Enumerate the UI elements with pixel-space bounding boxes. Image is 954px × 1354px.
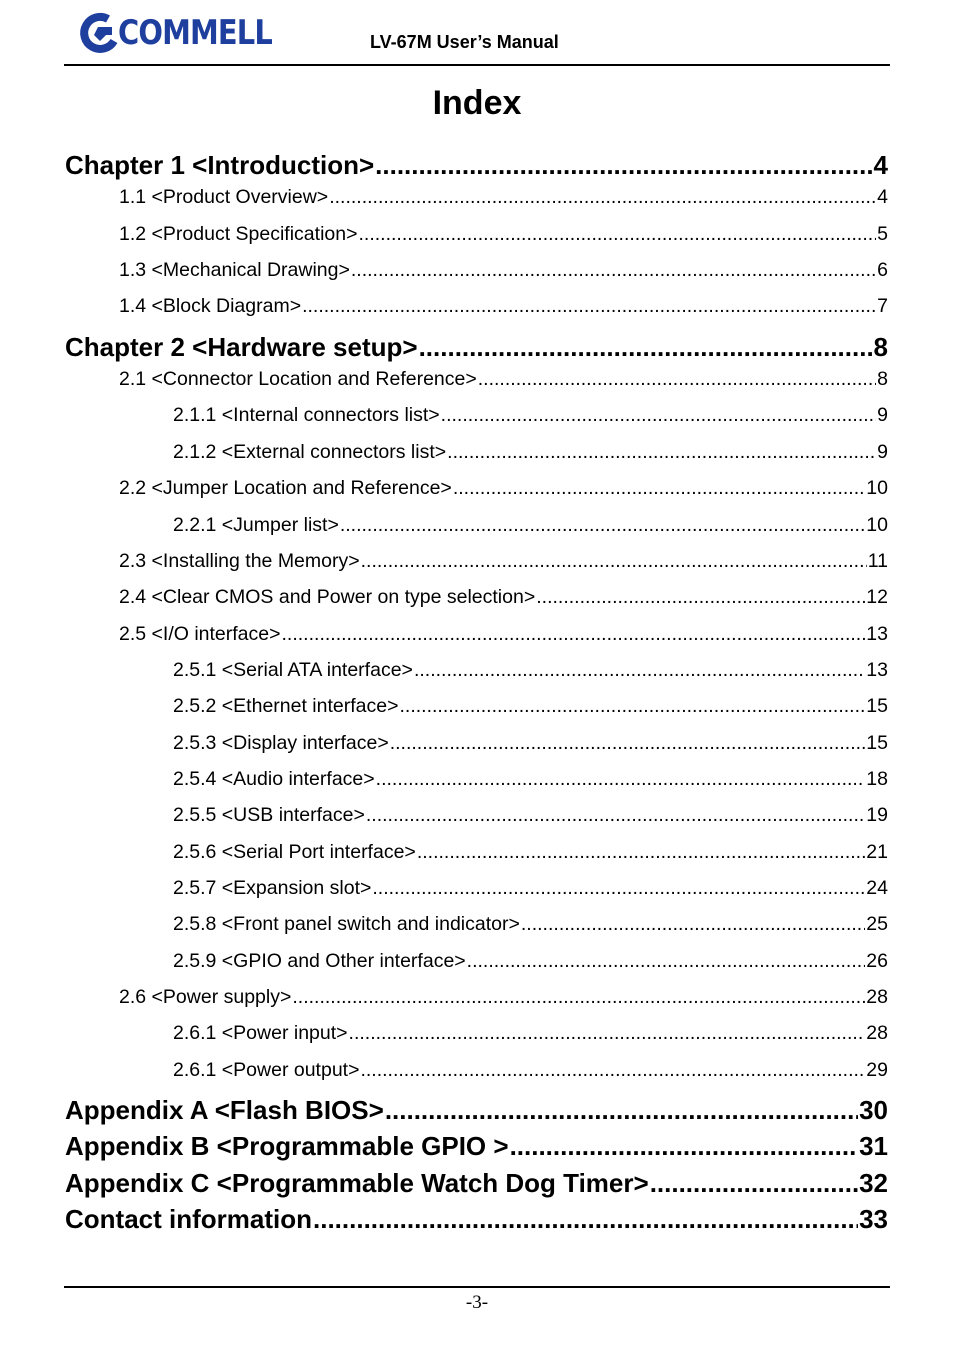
toc-entry-title: 2.1 <Connector Location and Reference> <box>119 368 477 391</box>
toc-entry[interactable] <box>173 514 888 537</box>
manual-title: LV-67M User’s Manual <box>370 32 559 52</box>
toc-entry-title: Contact information <box>65 1204 312 1235</box>
toc-entry[interactable] <box>119 368 888 391</box>
toc-entry[interactable] <box>173 913 888 936</box>
toc-entry[interactable] <box>173 877 888 900</box>
toc-dot-leader <box>360 1059 865 1082</box>
toc-entry-page: 10 <box>866 513 888 536</box>
toc-entry[interactable] <box>119 477 888 500</box>
toc-entry-page: 10 <box>866 477 888 500</box>
toc-entry-page: 6 <box>877 259 888 282</box>
toc-entry-title: Chapter 2 <Hardware setup> <box>65 331 418 362</box>
toc-dot-leader <box>359 223 877 246</box>
toc-dot-leader <box>510 1131 859 1162</box>
toc-dot-leader <box>361 550 867 573</box>
toc-entry-page: 25 <box>866 913 888 936</box>
toc-dot-leader <box>340 514 865 537</box>
toc-entry[interactable] <box>119 623 888 646</box>
toc-dot-leader <box>419 332 873 363</box>
toc-entry-title: 2.5.7 <Expansion slot> <box>173 877 372 899</box>
footer-rule <box>64 1286 890 1288</box>
toc-entry-page: 4 <box>873 150 888 180</box>
toc-dot-leader <box>453 477 865 500</box>
toc-entry-page: 8 <box>873 331 888 362</box>
toc-entry[interactable] <box>173 1022 888 1045</box>
toc-entry-title: 1.4 <Block Diagram> <box>119 295 302 318</box>
toc-entry-title: Chapter 1 <Introduction> <box>65 150 375 180</box>
toc-entry-title: 1.1 <Product Overview> <box>119 186 329 209</box>
toc-entry[interactable] <box>119 259 888 282</box>
toc-entry[interactable] <box>65 1204 888 1235</box>
toc-entry-title: 1.3 <Mechanical Drawing> <box>119 259 350 282</box>
toc-dot-leader <box>536 586 865 609</box>
toc-dot-leader <box>351 259 876 282</box>
toc-entry-title: 1.2 <Product Specification> <box>119 222 358 245</box>
toc-entry-page: 19 <box>866 804 888 827</box>
toc-entry[interactable] <box>173 1059 888 1082</box>
toc-entry[interactable] <box>173 695 888 718</box>
toc-entry[interactable] <box>173 732 888 755</box>
toc-entry-page: 24 <box>866 877 888 899</box>
toc-entry[interactable] <box>173 404 888 427</box>
toc-entry-page: 9 <box>877 404 888 427</box>
toc-dot-leader <box>349 1022 866 1045</box>
toc-entry[interactable] <box>173 841 888 864</box>
toc-entry-title: Appendix B <Programmable GPIO > <box>65 1131 509 1162</box>
toc-dot-leader <box>441 404 876 427</box>
toc-entry-page: 32 <box>859 1167 888 1198</box>
toc-entry-page: 15 <box>866 731 888 754</box>
toc-entry[interactable] <box>173 950 888 973</box>
logo-text: COMMELL <box>118 13 272 53</box>
toc-entry-title: 2.5.1 <Serial ATA interface> <box>173 658 413 681</box>
toc-entry[interactable] <box>173 768 888 791</box>
toc-entry-page: 4 <box>877 186 888 209</box>
toc-dot-leader <box>375 150 872 181</box>
toc-entry-title: 2.5.2 <Ethernet interface> <box>173 695 399 718</box>
page-header <box>64 0 890 66</box>
toc-entry-title: Appendix A <Flash BIOS> <box>65 1095 384 1126</box>
toc-entry-title: 2.6.1 <Power input> <box>173 1022 348 1045</box>
toc-dot-leader <box>390 732 866 755</box>
toc-entry[interactable] <box>173 441 888 464</box>
toc-dot-leader <box>376 768 866 791</box>
toc-entry-page: 33 <box>859 1204 888 1235</box>
toc-entry-page: 21 <box>866 840 888 863</box>
toc-entry-title: 2.3 <Installing the Memory> <box>119 549 360 572</box>
toc-entry-title: 2.5.8 <Front panel switch and indicator> <box>173 913 520 936</box>
toc-entry-title: 2.5 <I/O interface> <box>119 622 281 645</box>
toc-entry-title: 2.4 <Clear CMOS and Power on type selection> <box>119 586 536 609</box>
toc-entry-page: 15 <box>866 695 888 718</box>
toc-dot-leader <box>329 186 876 209</box>
toc-dot-leader <box>414 659 865 682</box>
toc-dot-leader <box>282 623 866 646</box>
toc-dot-leader <box>521 913 865 936</box>
toc-entry-page: 26 <box>866 949 888 972</box>
toc-entry-page: 28 <box>866 1022 888 1045</box>
page-number: -3- <box>465 1292 489 1313</box>
toc-entry-page: 7 <box>877 295 888 318</box>
toc-entry-page: 13 <box>866 622 888 645</box>
toc-entry-title: 2.2.1 <Jumper list> <box>173 513 339 536</box>
toc-dot-leader <box>313 1204 858 1235</box>
toc-entry-page: 9 <box>877 440 888 463</box>
toc-dot-leader <box>385 1095 858 1126</box>
toc-dot-leader <box>650 1168 858 1199</box>
toc-dot-leader <box>400 695 866 718</box>
toc-entry-page: 8 <box>877 368 888 391</box>
toc-entry[interactable] <box>173 804 888 827</box>
toc-entry[interactable] <box>119 295 888 318</box>
toc-dot-leader <box>366 804 865 827</box>
toc-entry-title: 2.6 <Power supply> <box>119 986 292 1009</box>
toc-dot-leader <box>447 441 876 464</box>
toc-entry-title: Appendix C <Programmable Watch Dog Timer> <box>65 1167 649 1198</box>
toc-entry-title: 2.2 <Jumper Location and Reference> <box>119 477 452 500</box>
toc-entry-page: 13 <box>866 658 888 681</box>
toc-entry[interactable] <box>119 586 888 609</box>
toc-dot-leader <box>302 295 876 318</box>
toc-entry[interactable] <box>65 1131 888 1162</box>
toc-entry-page: 31 <box>859 1131 888 1162</box>
toc-dot-leader <box>467 950 866 973</box>
toc-entry-title: 2.5.3 <Display interface> <box>173 731 389 754</box>
commell-logo <box>78 4 308 62</box>
toc-entry-title: 2.1.2 <External connectors list> <box>173 440 447 463</box>
toc-entry[interactable] <box>119 223 888 246</box>
toc-entry-title: 2.5.5 <USB interface> <box>173 804 365 827</box>
toc-entry[interactable] <box>65 332 888 363</box>
toc-entry-title: 2.5.6 <Serial Port interface> <box>173 840 416 863</box>
toc-entry-page: 11 <box>867 549 888 572</box>
toc-entry-page: 30 <box>859 1095 888 1126</box>
toc-dot-leader <box>417 841 865 864</box>
toc-entry-title: 2.5.4 <Audio interface> <box>173 767 375 790</box>
page-title: Index <box>432 84 522 122</box>
toc-entry-title: 2.5.9 <GPIO and Other interface> <box>173 949 466 972</box>
header-rule <box>64 64 890 66</box>
toc-entry[interactable] <box>65 1095 888 1126</box>
toc-entry[interactable] <box>65 1168 888 1199</box>
toc-entry-title: 2.1.1 <Internal connectors list> <box>173 404 440 427</box>
toc-dot-leader <box>372 877 865 900</box>
toc-entry[interactable] <box>119 186 888 209</box>
toc-entry-page: 29 <box>866 1058 888 1081</box>
toc-entry-title: 2.6.1 <Power output> <box>173 1058 360 1081</box>
toc-entry[interactable] <box>119 986 888 1009</box>
toc-entry[interactable] <box>173 659 888 682</box>
toc-entry-page: 5 <box>877 222 888 245</box>
toc-entry-page: 18 <box>866 767 888 790</box>
commell-logo-icon <box>78 11 122 55</box>
toc-dot-leader <box>292 986 865 1009</box>
toc-entry[interactable] <box>65 150 888 181</box>
toc-entry[interactable] <box>119 550 888 573</box>
toc-entry-page: 12 <box>866 586 888 609</box>
toc-dot-leader <box>478 368 876 391</box>
toc-entry-page: 28 <box>866 986 888 1009</box>
